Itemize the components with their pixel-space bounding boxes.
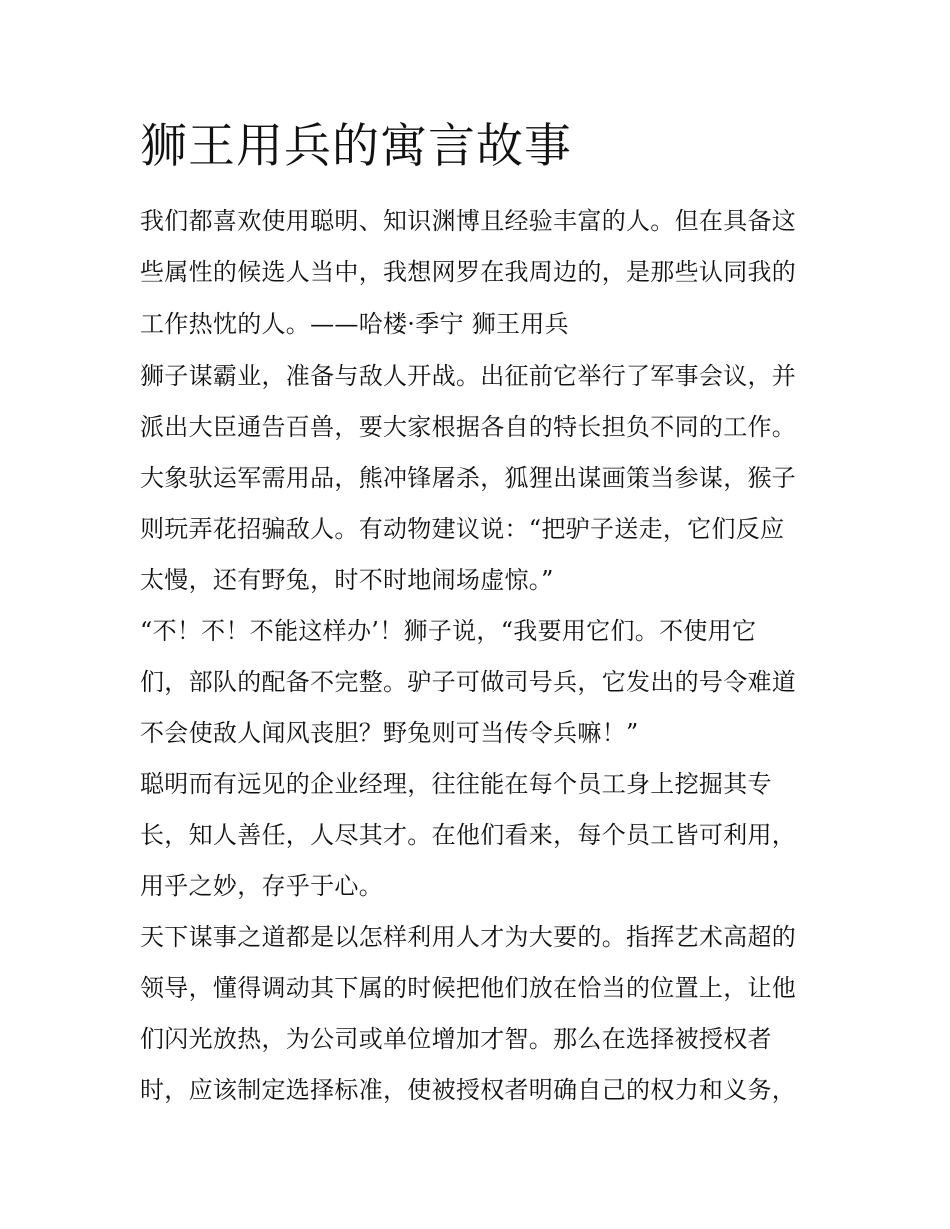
text-line: 大象驮运军需用品，熊冲锋屠杀，狐狸出谋画策当参谋，猴子 [140, 464, 797, 492]
text-line: 用乎之妙，存乎于心。 [140, 872, 383, 900]
text-line: 太慢，还有野兔，时不时地闹场虚惊。” [140, 566, 554, 594]
text-line: 聪明而有远见的企业经理，往往能在每个员工身上挖掘其专 [140, 770, 772, 798]
text-line: 长，知人善任，人尽其才。在他们看来，每个员工皆可利用， [140, 821, 797, 849]
text-line: 们，部队的配备不完整。驴子可做司号兵，它发出的号令难道 [140, 668, 797, 696]
text-line: 狮子谋霸业，准备与敌人开战。出征前它举行了军事会议，并 [140, 362, 797, 390]
text-line: 们闪光放热，为公司或单位增加才智。那么在选择被授权者 [140, 1025, 772, 1053]
text-line: “不！不！不能这样办’！狮子说，“我要用它们。不使用它 [140, 617, 757, 645]
text-line: 时，应该制定选择标准，使被授权者明确自己的权力和义务， [140, 1076, 797, 1104]
text-line: 我们都喜欢使用聪明、知识渊博且经验丰富的人。但在具备这 [140, 207, 797, 235]
page-title: 狮王用兵的寓言故事 [140, 119, 572, 174]
text-line: 工作热忱的人。——哈楼·季宁 狮王用兵 [140, 310, 569, 338]
text-line: 派出大臣通告百兽，要大家根据各自的特长担负不同的工作。 [140, 413, 797, 441]
text-line: 些属性的候选人当中，我想网罗在我周边的，是那些认同我的 [140, 258, 797, 286]
text-line: 则玩弄花招骗敌人。有动物建议说：“把驴子送走，它们反应 [140, 515, 785, 543]
text-line: 不会使敌人闻风丧胆？野兔则可当传令兵嘛！” [140, 719, 639, 747]
text-line: 领导，懂得调动其下属的时候把他们放在恰当的位置上，让他 [140, 974, 797, 1002]
text-line: 天下谋事之道都是以怎样利用人才为大要的。指挥艺术高超的 [140, 923, 797, 951]
